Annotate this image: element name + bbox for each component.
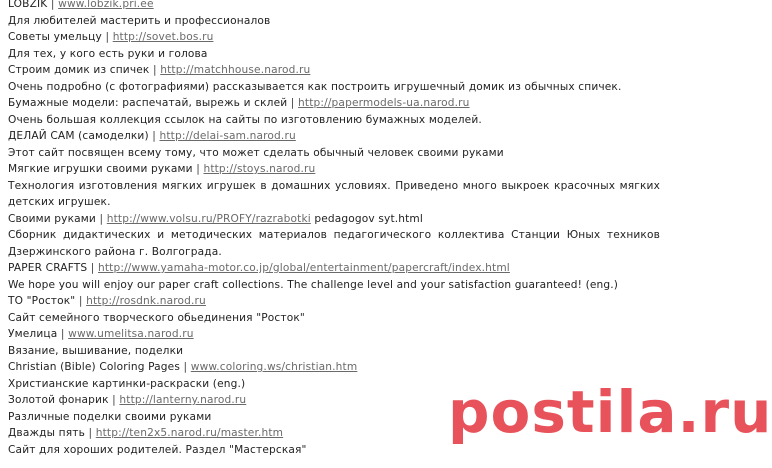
list-item xyxy=(8,211,660,228)
site-link[interactable]: www.umelitsa.narod.ru xyxy=(68,328,194,340)
site-name: Дважды пять xyxy=(8,427,85,439)
site-name: Бумажные модели: распечатай, вырежь и склей xyxy=(8,97,288,109)
list-item xyxy=(8,62,660,79)
site-link[interactable]: http://delai-sam.narod.ru xyxy=(159,130,296,142)
site-name: Умелица xyxy=(8,328,58,340)
separator: | xyxy=(57,328,69,340)
watermark-logo: postila.ru xyxy=(448,378,772,446)
site-description: Различные поделки своими руками xyxy=(8,410,212,423)
site-description: Для любителей мастерить и профессионалов xyxy=(8,14,271,27)
site-link[interactable]: http://ten2x5.narod.ru/master.htm xyxy=(95,427,284,439)
site-description: Сайт для хороших родителей. Раздел "Мастерская" xyxy=(8,443,307,456)
site-description: Сборник дидактических и методических материалов педагогического коллектива Станции Юных техников Дзержинского района г. Волгограда. xyxy=(8,229,660,258)
site-description: We hope you will enjoy our paper craft collections. The challenge level and your satisfaction guaranteed! (eng.) xyxy=(8,278,619,291)
site-description: Очень подробно (с фотографиями) рассказывается как построить игрушечный домик из обычных спичек. xyxy=(8,80,622,93)
watermark xyxy=(436,376,772,468)
separator: | xyxy=(95,212,107,225)
site-name: Christian (Bible) Coloring Pages xyxy=(8,361,181,373)
site-link[interactable]: http://www.volsu.ru/PROFY/razrabotki xyxy=(106,212,311,225)
separator: | xyxy=(149,64,161,76)
site-link[interactable]: http://rosdnk.narod.ru xyxy=(86,295,206,307)
site-name: Мягкие игрушки своими руками xyxy=(8,163,193,175)
site-link[interactable]: www.coloring.ws/christian.htm xyxy=(190,361,358,373)
site-link[interactable]: http://matchhouse.narod.ru xyxy=(160,64,311,76)
site-description: Христианские картинки-раскраски (eng.) xyxy=(8,377,246,390)
site-name: Советы умельцу xyxy=(8,31,102,43)
site-description: Технология изготовления мягких игрушек в домашних условиях. Приведено много выкроек красочных мягких детских игрушек. xyxy=(8,179,660,208)
site-name: Своими руками xyxy=(8,212,96,225)
site-name: ДЕЛАЙ САМ (самоделки) xyxy=(8,130,149,142)
site-link[interactable]: http://stoys.narod.ru xyxy=(203,163,316,175)
separator: | xyxy=(47,0,59,10)
separator: | xyxy=(180,361,191,373)
separator: | xyxy=(192,163,204,175)
site-link[interactable]: http://sovet.bos.ru xyxy=(112,31,214,43)
link-suffix: pedagogov syt.html xyxy=(310,212,423,225)
list-item xyxy=(8,95,660,112)
site-description: Очень большая коллекция ссылок на сайты по изготовлению бумажных моделей. xyxy=(8,113,482,126)
list-item xyxy=(8,359,660,376)
separator: | xyxy=(287,97,299,109)
site-description: Сайт семейного творческого обьединения "Росток" xyxy=(8,311,305,324)
separator: | xyxy=(108,394,120,406)
list-item xyxy=(8,0,660,13)
list-item xyxy=(8,128,660,145)
separator: | xyxy=(75,295,87,307)
site-description: Вязание, вышивание, поделки xyxy=(8,344,184,357)
list-item xyxy=(8,293,660,310)
list-item xyxy=(8,326,660,343)
site-link[interactable]: http://papermodels-ua.narod.ru xyxy=(298,97,470,109)
site-name: Золотой фонарик xyxy=(8,394,109,406)
separator: | xyxy=(101,31,113,43)
list-item xyxy=(8,260,660,277)
site-name: ТО "Росток" xyxy=(8,295,76,307)
site-link[interactable]: http://www.yamaha-motor.co.jp/global/entertainment/papercraft/index.html xyxy=(98,262,510,274)
separator: | xyxy=(84,427,96,439)
site-link[interactable]: http://lanterny.narod.ru xyxy=(119,394,247,406)
site-description: Этот сайт посвящен всему тому, что может сделать обычный человек своими руками xyxy=(8,146,504,159)
site-name: Строим домик из спичек xyxy=(8,64,150,76)
separator: | xyxy=(87,262,99,274)
site-link[interactable]: www.lobzik.pri.ee xyxy=(58,0,154,10)
list-item xyxy=(8,29,660,46)
site-name: LOBZIK xyxy=(8,0,48,10)
list-item xyxy=(8,161,660,178)
separator: | xyxy=(148,130,160,142)
site-description: Для тех, у кого есть руки и голова xyxy=(8,47,208,60)
site-name: PAPER CRAFTS xyxy=(8,262,88,274)
